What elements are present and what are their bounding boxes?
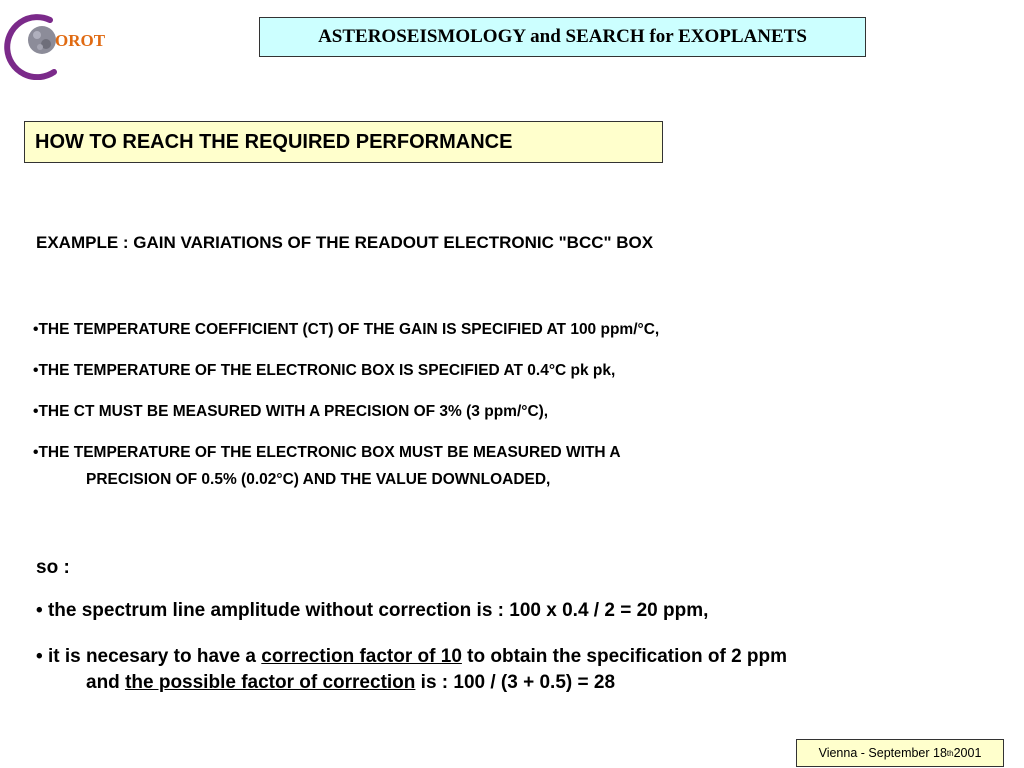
footer-date-box bbox=[796, 739, 1004, 767]
bullet-item bbox=[33, 362, 615, 380]
conclusion-continuation bbox=[36, 670, 787, 696]
bullet-item bbox=[33, 444, 621, 489]
conclusion-text-part: and bbox=[86, 672, 126, 693]
footer-prefix: Vienna - September 18 bbox=[818, 746, 947, 760]
so-label: so : bbox=[36, 557, 70, 578]
example-heading: EXAMPLE : GAIN VARIATIONS OF THE READOUT ELECTRONIC "BCC" BOX bbox=[36, 233, 654, 252]
conclusion-text-part: it is necesary to have a bbox=[47, 646, 262, 667]
bullet-continuation: PRECISION OF 0.5% (0.02°C) AND THE VALUE DOWNLOADED, bbox=[86, 471, 551, 488]
bullet-item bbox=[33, 321, 659, 339]
bullet-text: THE CT MUST BE MEASURED WITH A PRECISION OF 3% (3 ppm/°C), bbox=[38, 403, 549, 420]
bullet-item bbox=[33, 403, 548, 421]
section-title: HOW TO REACH THE REQUIRED PERFORMANCE bbox=[35, 130, 513, 153]
section-title-box bbox=[24, 121, 663, 163]
conclusion-text: the spectrum line amplitude without correction is : 100 x 0.4 / 2 = 20 ppm, bbox=[47, 600, 709, 621]
header-title: ASTEROSEISMOLOGY and SEARCH for EXOPLANETS bbox=[318, 26, 807, 47]
conclusion-line-2 bbox=[36, 644, 787, 696]
conclusion-text-part: is : 100 / (3 + 0.5) = 28 bbox=[415, 672, 616, 693]
underlined-correction-factor: correction factor of 10 bbox=[261, 646, 462, 667]
bullet-symbol: • bbox=[36, 646, 43, 667]
underlined-possible-factor: the possible factor of correction bbox=[125, 672, 416, 693]
bullet-text: THE TEMPERATURE OF THE ELECTRONIC BOX IS SPECIFIED AT 0.4°C pk pk, bbox=[38, 362, 616, 379]
bullet-symbol: • bbox=[36, 600, 43, 621]
bullet-symbol: • bbox=[33, 321, 39, 338]
bullet-symbol: • bbox=[33, 362, 39, 379]
header-title-box bbox=[259, 17, 866, 57]
conclusion-text-part: to obtain the specification of 2 ppm bbox=[461, 646, 788, 667]
bullet-text: THE TEMPERATURE COEFFICIENT (CT) OF THE GAIN IS SPECIFIED AT 100 ppm/°C, bbox=[38, 321, 660, 338]
corot-logo bbox=[4, 8, 124, 80]
bullet-symbol: • bbox=[33, 444, 39, 461]
bullet-symbol: • bbox=[33, 403, 39, 420]
logo-wordmark: OROT bbox=[55, 31, 106, 50]
conclusion-line-1 bbox=[36, 598, 708, 624]
bullet-text: THE TEMPERATURE OF THE ELECTRONIC BOX MUST BE MEASURED WITH A bbox=[38, 444, 621, 461]
footer-sup: th bbox=[946, 748, 954, 758]
footer-suffix: 2001 bbox=[953, 746, 982, 760]
